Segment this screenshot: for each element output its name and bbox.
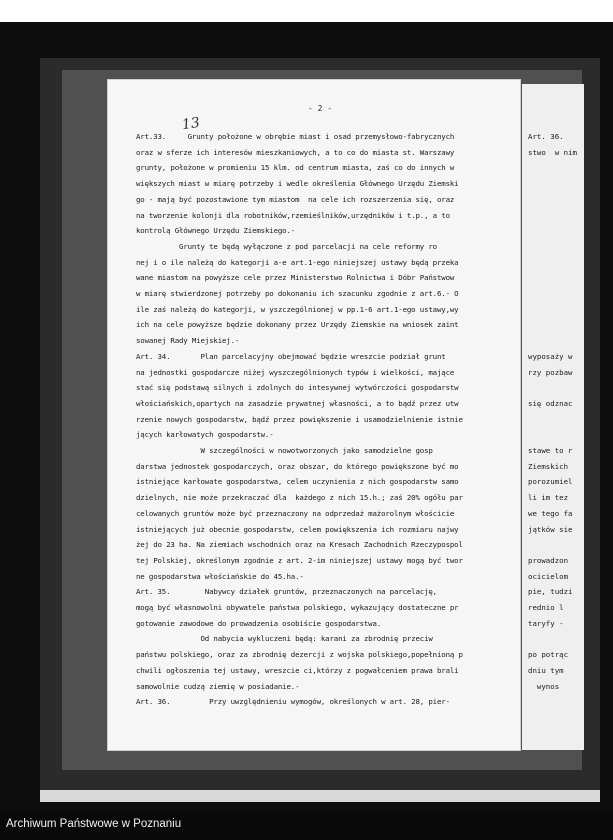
side-text-line: porozumiel — [528, 477, 573, 487]
side-text-line: ocicielom — [528, 571, 569, 581]
side-text-line: prowadzon — [528, 555, 569, 565]
side-text-line: wynos — [528, 681, 560, 691]
text-line: sowanej Rady Miejskiej.- — [136, 336, 240, 346]
side-text-line: po potrąc — [528, 650, 569, 660]
side-text-line: dniu tym — [528, 665, 564, 675]
text-line: tej Polskiej, określonym zgodnie z art. 2-im niniejszej ustawy mogą być twor — [136, 555, 463, 565]
side-text-line: jątków sie — [528, 524, 573, 534]
text-line: ile zaś należą do kategorji, w yszczególnionej w pp.1-6 art.1-ego ustawy,wy — [136, 304, 459, 314]
text-line: Art. 36. Przy uwzględnieniu wymogów, określonych w art. 28, pier- — [136, 697, 450, 707]
text-line: istniejących już obecnie gospodarstw, celem powiększenia ich rozmiaru najwy — [136, 524, 459, 534]
text-line: państwu polskiego, oraz za zbrodnię dezercji z wojska polskiego,popełnioną p — [136, 650, 463, 660]
text-line: dzielnych, nie może przekraczać dla każdego z nich 15.h.; zaś 20% ogółu par — [136, 493, 463, 503]
text-line: w miarę stwierdzonej potrzeby po dokonaniu ich szacunku zgodnie z art.6.- O — [136, 289, 459, 298]
text-line: Art.33. Grunty położone w obrębie miast i osad przemysłowo-fabrycznych — [136, 132, 455, 141]
text-line: większych miast w miarę potrzeby i wedle określenia Głównego Urzędu Ziemski — [136, 179, 459, 189]
text-line: na jednostki gospodarcze niżej wyszczególnionych typów i wielkości, mające — [136, 367, 455, 377]
text-line: włościańskich,opartych na zasadzie prywatnej własności, a to bądź przez utw — [136, 398, 459, 408]
side-text-line: stawe to r — [528, 446, 573, 455]
text-line: kontrolą Głównego Urzędu Ziemskiego.- — [136, 226, 296, 236]
side-text-line: we tego fa — [528, 508, 573, 518]
film-bottom-strip — [40, 790, 600, 802]
text-line: chwili ogłoszenia tej ustawy, wreszcie ci,którzy z pogwałceniem prawa brali — [136, 665, 459, 675]
text-line: istniejące karłowate gospodarstwa, celem uczynienia z nich gospodarstw samo — [136, 477, 459, 487]
document-page — [108, 80, 520, 750]
side-text-line: rednio l — [528, 603, 564, 612]
text-line: wane miastom na powyższe cele przez Ministerstwo Rolnictwa i Dóbr Państwow — [136, 273, 455, 283]
adjacent-page — [522, 84, 584, 750]
text-line: samowolnie cudzą ziemię w posiadanie.- — [136, 681, 300, 691]
side-text-line: rzy pozbaw — [528, 367, 573, 377]
text-line: nej i o ile należą do kategorji a-e art.1-ego niniejszej ustawy będą przeka — [136, 257, 459, 267]
text-line: na tworzenie kolonji dla robotników,rzemieślników,urzędników i t.p., a to — [136, 210, 450, 220]
text-line: go - mają być pozostawione tym miastom na cele ich rozszerzenia się, oraz — [136, 194, 455, 204]
text-line: rzenie nowych gospodarstw, bądź przez powiększenie i usamodzielnienie istnie — [136, 414, 463, 424]
handwritten-note: 13 — [180, 114, 201, 134]
text-line: Art. 35. Nabywcy działek gruntów, przeznaczonych na parcelację, — [136, 587, 437, 597]
archive-watermark: Archiwum Państwowe w Poznaniu — [6, 818, 182, 830]
text-line: żej do 23 ha. Na ziemiach wschodnich oraz na Kresach Zachodnich Rzeczypospol — [136, 540, 463, 550]
text-line: W szczególności w nowotworzonych jako samodzielne gosp — [136, 446, 433, 455]
text-line: ne gospodarstwa włościańskie do 45.ha.- — [136, 571, 304, 581]
side-text-line: li im tez — [528, 493, 569, 503]
text-line: gotowanie zawodowe do prowadzenia osobiście gospodarstwa. — [136, 618, 382, 628]
side-text-line: pie, tudzi — [528, 587, 573, 597]
side-text-line: Art. 36. — [528, 132, 564, 141]
side-text-line: wyposaży w — [528, 351, 573, 361]
text-line: darstwa jednostek gospodarczych, oraz obszar, do którego powiększone być mo — [136, 461, 459, 471]
side-text-line: się odznac — [528, 398, 573, 408]
side-text-line: stwo w nim — [528, 147, 577, 157]
side-text-line: taryfy - — [528, 618, 564, 628]
text-line: stać się podstawą silnych i zdolnych do intesywnej wytwórczości gospodarstw — [136, 383, 459, 393]
text-line: Art. 34. Plan parcelacyjny obejmować będzie wreszcie podział grunt — [136, 351, 446, 361]
text-line: grunty, położone w promieniu 15 klm. od centrum miasta, zaś co do innych w — [136, 163, 455, 173]
page-number: - 2 - — [308, 104, 333, 113]
text-line: Grunty te będą wyłączone z pod parcelacji na cele reformy ro — [136, 241, 437, 251]
side-text-line: Ziemskich — [528, 461, 569, 471]
text-line: celowanych gruntów może być przeznaczony na odprzedaż mażorolnym włościcie — [136, 508, 455, 518]
text-line: jących karłowatych gospodarstw.- — [136, 430, 274, 440]
text-line: ich na cele powyższe będzie dokonany przez Urzędy Ziemskie na wniosek zaint — [136, 320, 459, 330]
text-line: Od nabycia wykluczeni będą: karani za zbrodnię przeciw — [136, 634, 433, 644]
text-line: mogą być własnowolni obywatele państwa polskiego, wykazujący dostateczne pr — [136, 603, 459, 612]
text-line: oraz w sferze ich interesów mieszkaniowych, a to co do miasta st. Warszawy — [136, 147, 455, 157]
